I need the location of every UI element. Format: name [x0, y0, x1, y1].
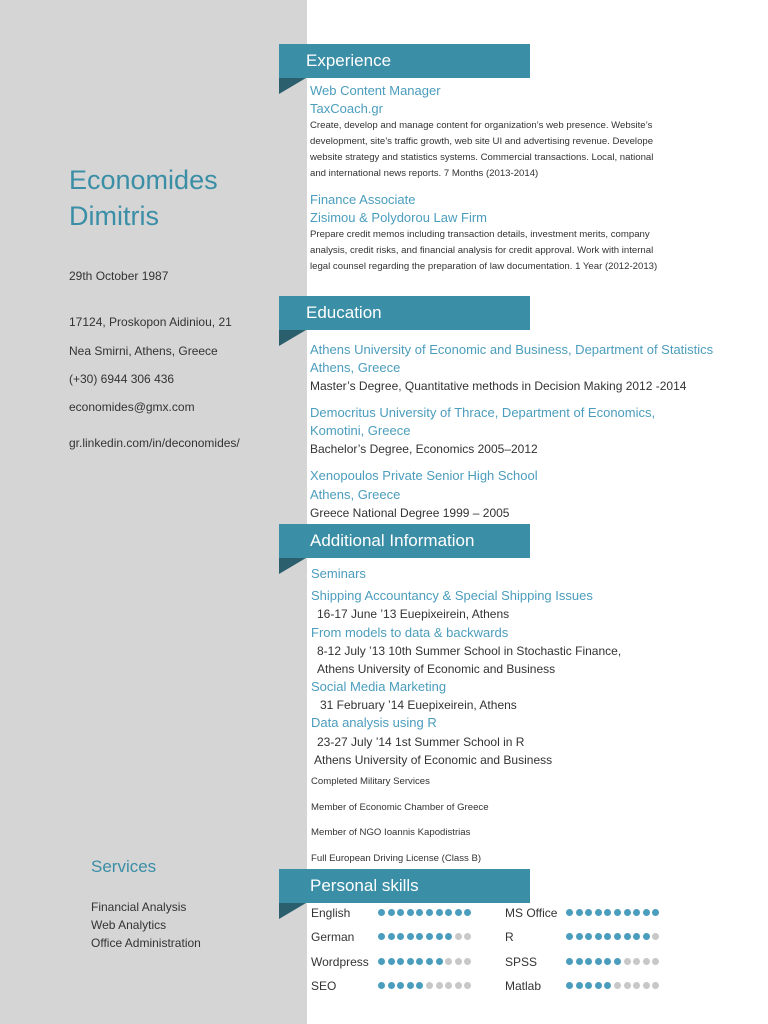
rating-dot — [614, 933, 621, 940]
seminars-label: Seminars — [311, 566, 366, 581]
rating-dot — [585, 933, 592, 940]
rating-dot — [455, 933, 462, 940]
services-title: Services — [91, 857, 157, 876]
service-item: Office Administration — [91, 936, 201, 950]
rating-dot — [604, 982, 611, 989]
seminar-detail: 23-27 July ’14 1st Summer School in R — [317, 735, 525, 749]
service-item: Financial Analysis — [91, 900, 187, 914]
rating-dot — [378, 909, 385, 916]
rating-dot — [595, 982, 602, 989]
school-name: Athens University of Economic and Business, Department of Statistics — [310, 342, 714, 357]
desc-line: and international news reports. 7 Months (2013-2014) — [310, 168, 539, 179]
rating-dot — [643, 982, 650, 989]
rating-dot — [652, 933, 659, 940]
rating-dot — [604, 933, 611, 940]
banner-fold — [279, 903, 306, 919]
rating-dot — [436, 958, 443, 965]
rating-dot — [407, 958, 414, 965]
education-title: Education — [306, 303, 382, 322]
rating-dot — [426, 958, 433, 965]
desc-line: legal counsel regarding the preparation of law documentation. 1 Year (2012-2013) — [310, 261, 658, 272]
rating-dot — [455, 909, 462, 916]
skill-name: English — [311, 906, 351, 920]
banner-fold — [279, 330, 306, 346]
seminar-title: Social Media Marketing — [311, 679, 447, 694]
rating-dot — [595, 909, 602, 916]
skills-title: Personal skills — [310, 876, 419, 895]
rating-dot — [614, 982, 621, 989]
seminar-detail: Athens University of Economic and Business — [317, 662, 556, 676]
rating-dot — [464, 933, 471, 940]
rating-dot — [595, 933, 602, 940]
seminar-detail: 31 February ’14 Euepixeirein, Athens — [320, 698, 517, 712]
rating-dot — [378, 933, 385, 940]
rating-dot — [407, 909, 414, 916]
rating-dot — [445, 909, 452, 916]
skill-name: Wordpress — [311, 955, 369, 969]
banner-fold — [279, 558, 306, 574]
rating-dot — [416, 982, 423, 989]
rating-dot — [633, 933, 640, 940]
rating-dot — [416, 909, 423, 916]
rating-dot — [426, 933, 433, 940]
school-location: Athens, Greece — [310, 487, 401, 502]
rating-dot — [585, 909, 592, 916]
rating-dot — [388, 958, 395, 965]
additional-note: Full European Driving License (Class B) — [311, 853, 482, 864]
rating-dot — [436, 909, 443, 916]
degree: Master’s Degree, Quantitative methods in Decision Making 2012 -2014 — [310, 379, 687, 393]
rating-dot — [566, 958, 573, 965]
rating-dot — [604, 958, 611, 965]
rating-dot — [445, 982, 452, 989]
rating-dot — [407, 933, 414, 940]
additional-note: Member of Economic Chamber of Greece — [311, 802, 489, 813]
rating-dot — [388, 909, 395, 916]
job-description — [310, 118, 705, 182]
experience-banner — [279, 44, 530, 78]
rating-dot — [604, 909, 611, 916]
desc-line: analysis, credit risks, and financial analysis for credit approval. Work with internal — [310, 245, 654, 256]
rating-dot — [388, 933, 395, 940]
rating-dot — [388, 982, 395, 989]
job-company: Zisimou & Polydorou Law Firm — [310, 210, 487, 225]
desc-line: Prepare credit memos including transaction details, investment merits, company — [310, 229, 650, 240]
rating-dot — [378, 982, 385, 989]
additional-note: Completed Military Services — [311, 776, 430, 787]
job-role: Web Content Manager — [310, 83, 441, 98]
skill-name: SEO — [311, 979, 337, 993]
rating-dot — [455, 958, 462, 965]
skill-name: German — [311, 930, 355, 944]
skill-name: MS Office — [505, 906, 558, 920]
rating-dot — [445, 958, 452, 965]
rating-dot — [426, 982, 433, 989]
rating-dot — [416, 958, 423, 965]
rating-dot — [624, 958, 631, 965]
rating-dot — [633, 958, 640, 965]
school-name: Democritus University of Thrace, Department of Economics, — [310, 405, 656, 420]
rating-dot — [378, 958, 385, 965]
rating-dot — [643, 909, 650, 916]
rating-dot — [624, 982, 631, 989]
rating-dot — [464, 958, 471, 965]
rating-dot — [595, 958, 602, 965]
rating-dot — [643, 933, 650, 940]
rating-dot — [633, 982, 640, 989]
school-location: Athens, Greece — [310, 360, 401, 375]
skill-name: Matlab — [505, 979, 542, 993]
rating-dot — [624, 909, 631, 916]
degree: Greece National Degree 1999 – 2005 — [310, 506, 510, 520]
rating-dot — [576, 958, 583, 965]
address-line-1: 17124, Proskopon Aidiniou, 21 — [69, 315, 232, 329]
rating-dot — [407, 982, 414, 989]
rating-dot — [614, 909, 621, 916]
seminar-detail: 16-17 June ’13 Euepixeirein, Athens — [317, 607, 510, 621]
banner-fold — [279, 78, 306, 94]
rating-dot — [397, 933, 404, 940]
additional-banner — [279, 524, 530, 558]
seminar-detail: 8-12 July ’13 10th Summer School in Stochastic Finance, — [317, 644, 622, 658]
rating-dot — [464, 909, 471, 916]
skill-name: R — [505, 930, 514, 944]
experience-title: Experience — [306, 51, 392, 70]
rating-dot — [652, 982, 659, 989]
rating-dot — [464, 982, 471, 989]
linkedin-link[interactable]: gr.linkedin.com/in/deconomides/ — [69, 436, 240, 450]
job-role: Finance Associate — [310, 192, 416, 207]
seminar-title: From models to data & backwards — [311, 625, 509, 640]
birthdate: 29th October 1987 — [69, 269, 169, 283]
rating-dot — [436, 982, 443, 989]
rating-dot — [455, 982, 462, 989]
rating-dot — [624, 933, 631, 940]
rating-dot — [576, 933, 583, 940]
first-name: Economides — [69, 165, 218, 195]
service-item: Web Analytics — [91, 918, 167, 932]
desc-line: Create, develop and manage content for organization’s web presence. Website’s — [310, 120, 653, 131]
degree: Bachelor’s Degree, Economics 2005–2012 — [310, 442, 538, 456]
rating-dot — [397, 958, 404, 965]
email[interactable]: economides@gmx.com — [69, 400, 195, 414]
rating-dot — [416, 933, 423, 940]
education-banner — [279, 296, 530, 330]
address-line-2: Nea Smirni, Athens, Greece — [69, 344, 218, 358]
rating-dot — [576, 982, 583, 989]
rating-dot — [633, 909, 640, 916]
skill-name: SPSS — [505, 955, 538, 969]
job-description — [310, 227, 705, 275]
rating-dot — [652, 909, 659, 916]
additional-title: Additional Information — [310, 531, 475, 550]
job-company: TaxCoach.gr — [310, 101, 383, 116]
candidate-name — [69, 162, 218, 234]
rating-dot — [614, 958, 621, 965]
rating-dot — [585, 958, 592, 965]
seminar-title: Data analysis using R — [311, 715, 437, 730]
rating-dot — [652, 958, 659, 965]
rating-dot — [566, 909, 573, 916]
rating-dot — [436, 933, 443, 940]
rating-dot — [576, 909, 583, 916]
rating-dot — [397, 909, 404, 916]
desc-line: website strategy and statistics systems. Commercial transactions. Local, national — [310, 152, 654, 163]
school-name: Xenopoulos Private Senior High School — [310, 468, 538, 483]
desc-line: development, site’s traffic growth, web site UI and advertising revenue. Develope — [310, 136, 654, 147]
rating-dot — [566, 933, 573, 940]
seminar-title: Shipping Accountancy & Special Shipping Issues — [311, 588, 593, 603]
phone: (+30) 6944 306 436 — [69, 372, 175, 386]
last-name: Dimitris — [69, 201, 159, 231]
rating-dot — [445, 933, 452, 940]
additional-note: Member of NGO Ioannis Kapodistrias — [311, 827, 471, 838]
rating-dot — [585, 982, 592, 989]
seminar-detail: Athens University of Economic and Business — [314, 753, 553, 767]
skills-banner — [279, 869, 530, 903]
rating-dot — [426, 909, 433, 916]
rating-dot — [643, 958, 650, 965]
rating-dot — [566, 982, 573, 989]
rating-dot — [397, 982, 404, 989]
school-location: Komotini, Greece — [310, 423, 411, 438]
